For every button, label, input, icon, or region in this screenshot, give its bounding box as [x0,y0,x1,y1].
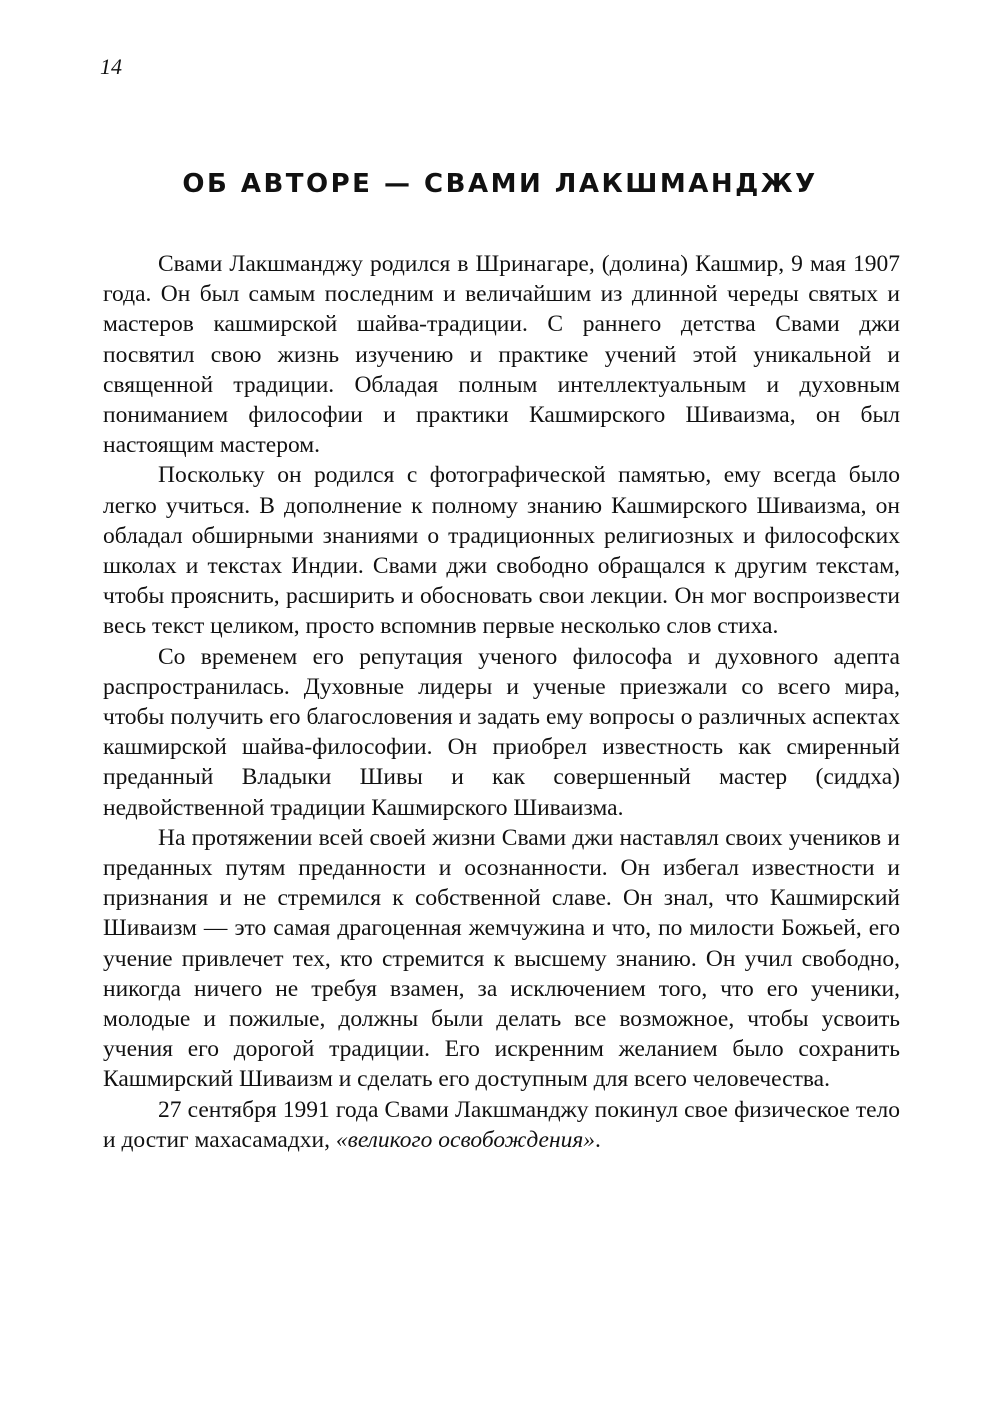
paragraph-end: . [595,1126,601,1153]
paragraph: Поскольку он родился с фотографической памятью, ему всегда было легко учиться. В дополнение к полному знанию Кашмирского Шиваизма, он обладал обширными знаниями о традиционных религиозных и философских школах и текстах Индии. Свами джи свободно обращался к другим текстам, чтобы прояснить, расширить и обосновать свои лекции. Он мог воспроизвести весь текст целиком, просто вспомнив первые несколько слов стиха. [103,462,900,640]
paragraph-text: 27 сентября 1991 года Свами Лакшманджу покинул свое физическое тело и достиг махасамадхи, [103,1096,900,1153]
paragraph: На протяжении всей своей жизни Свами джи наставлял своих учеников и преданных путям преданности и осознанности. Он избегал известности и признания и не стремился к собственной славе. Он знал, что Кашмирский Шиваизм — это самая драгоценная жемчужина и что, по милости Божьей, его учение привлечет тех, кто стремится к высшему знанию. Он учил свободно, никогда ничего не требуя взамен, за исключением того, что его ученики, молодые и пожилые, должны были делать все возможное, чтобы усвоить учения его дорогой традиции. Его искренним желанием было сохранить Кашмирский Шиваизм и сделать его доступным для всего человечества. [103,824,900,1093]
paragraph: Со временем его репутация ученого философа и духовного адепта распространилась. Духовные лидеры и ученые приезжали со всего мира, чтобы получить его благословения и задать ему вопросы о различных аспектах кашмирской шайва-философии. Он приобрел известность как смиренный преданный Владыки Шивы и как совершенный мастер (сиддха) недвойственной традиции Кашмирского Шиваизма. [103,643,900,821]
italic-phrase: «великого освобождения» [335,1126,596,1153]
paragraph-last [103,1095,900,1155]
page-number: 14 [100,54,122,79]
chapter-title: ОБ АВТОРЕ — СВАМИ ЛАКШМАНДЖУ [182,169,818,200]
body-text [103,249,900,1155]
paragraph: Свами Лакшманджу родился в Шринагаре, (долина) Кашмир, 9 мая 1907 года. Он был самым последним и величайшим из длинной череды святых и мастеров кашмирской шайва-традиции. С раннего детства Свами джи посвятил свою жизнь изучению и практике учений этой уникальной и священной традиции. Обладая полным интеллектуальным и духовным пониманием философии и практики Кашмирского Шиваизма, он был настоящим мастером. [103,251,900,459]
